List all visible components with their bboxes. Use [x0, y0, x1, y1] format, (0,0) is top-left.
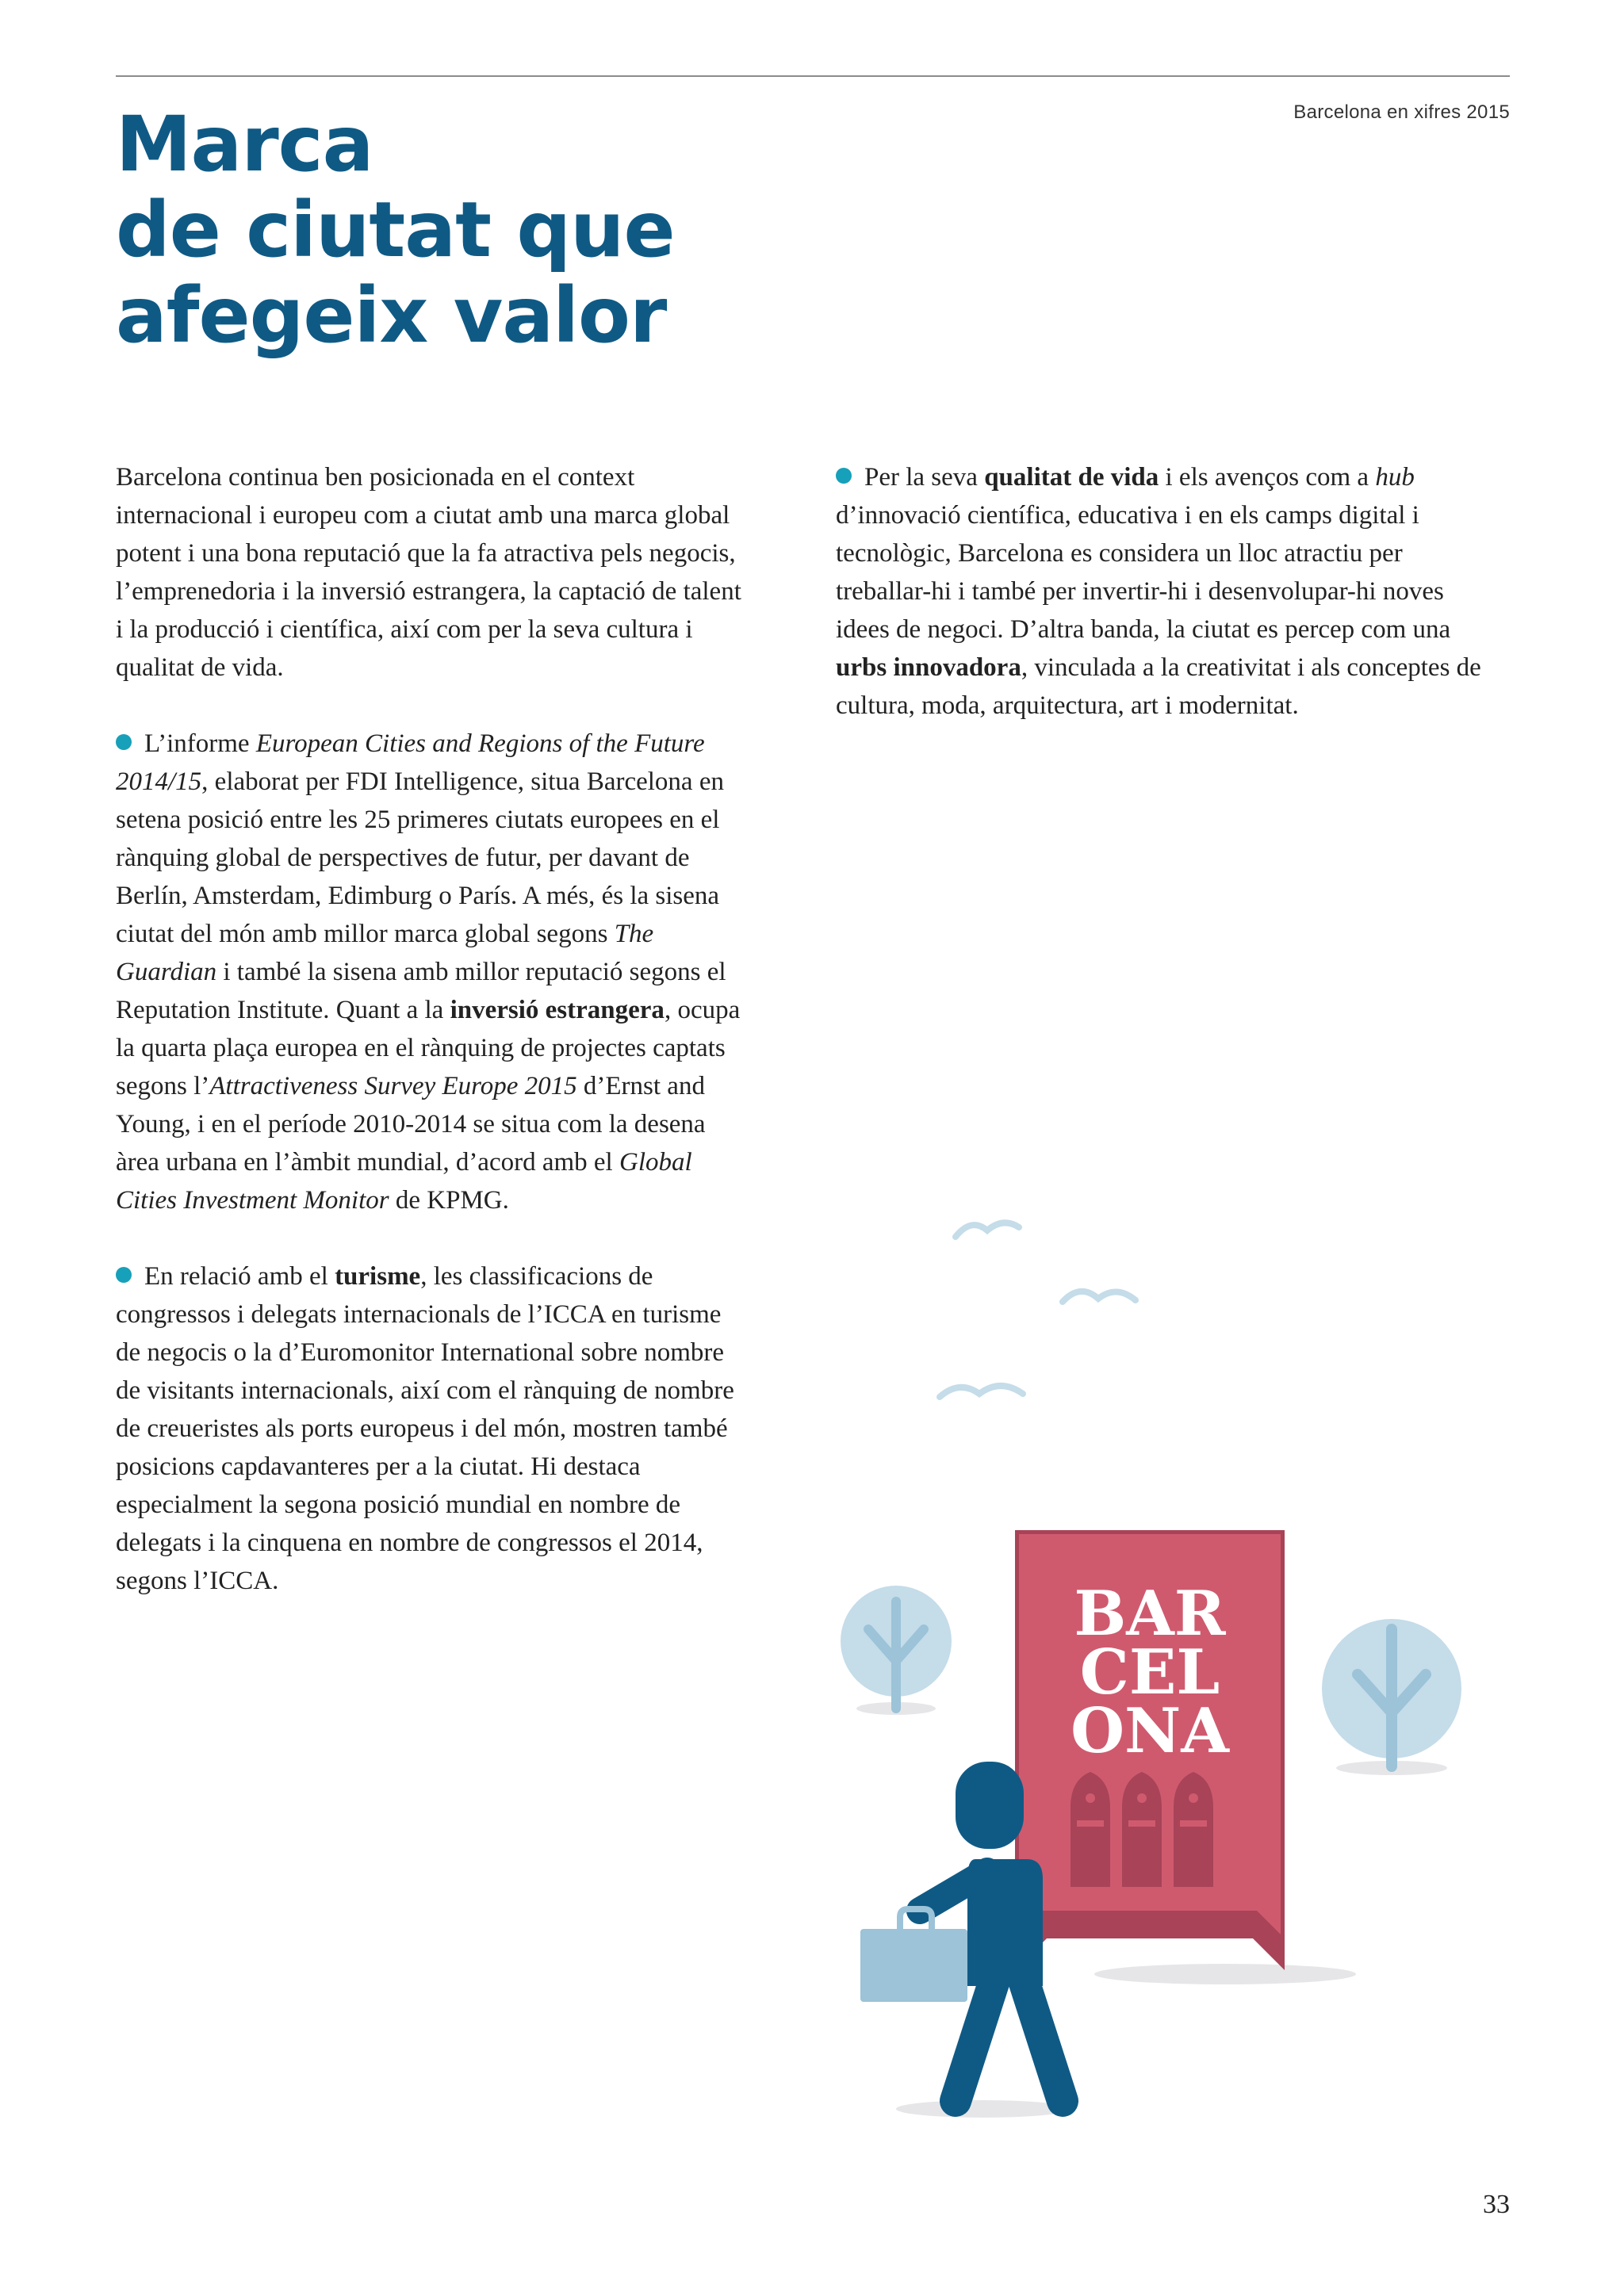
briefcase-icon: [860, 1909, 967, 2002]
keyword-quality-of-life: qualitat de vida: [984, 463, 1159, 492]
text-run: i també la sisena amb millor reputació segons el Reputation Institute. Quant a la: [116, 958, 726, 1024]
top-rule: [116, 75, 1510, 77]
title-line-1: Marca: [116, 100, 373, 189]
sign-text-line-2: CEL: [1079, 1636, 1220, 1709]
report-title: European Cities and Regions of the Future 2014/15: [116, 729, 705, 796]
sign-text-line-1: BAR: [1074, 1578, 1226, 1650]
page-number: 33: [1483, 2190, 1510, 2219]
bird-icon: [956, 1223, 1019, 1237]
hub-term: hub: [1375, 463, 1415, 492]
barcelona-sign: [1015, 1530, 1285, 1970]
running-head: Barcelona en xifres 2015: [1293, 101, 1510, 123]
page-title: [116, 101, 988, 358]
sign-text-line-3: ONA: [1071, 1695, 1229, 1767]
sign-shadow: [1094, 1964, 1356, 1984]
figure-shadow: [896, 2100, 1071, 2118]
bullet-dot-icon: [836, 468, 852, 484]
paragraph-quality-of-life: [836, 458, 1486, 725]
text-run: , ocupa la quarta plaça europea en el rànquing de projectes captats segons l’: [116, 996, 741, 1100]
keyword-innovative-city: urbs innovadora: [836, 653, 1021, 682]
text-run: d’innovació científica, educativa i en els camps digital i tecnològic, Barcelona es considera un lloc atractiu per treballar-hi i també per invertir-hi i desenvolupar-hi noves idees de negoci. D’altra banda, la ciutat es percep com una: [836, 501, 1451, 644]
paragraph-rankings: [116, 725, 750, 1219]
sagrada-familia-icon: [1071, 1772, 1213, 1887]
barcelona-illustration: [825, 1189, 1507, 2156]
text-run: L’informe: [144, 729, 256, 758]
paragraph-tourism: [116, 1257, 750, 1600]
bullet-dot-icon: [116, 1267, 132, 1283]
text-run: En relació amb el: [144, 1262, 335, 1291]
bullet-dot-icon: [116, 734, 132, 750]
text-run: , vinculada a la creativitat i als conceptes de cultura, moda, arquitectura, art i modernitat.: [836, 653, 1481, 720]
title-line-2: de ciutat que: [116, 186, 675, 274]
right-column: [836, 458, 1486, 763]
text-run: d’Ernst and Young, i en el període 2010-2014 se situa com la desena àrea urbana en l’àmbit mundial, d’acord amb el: [116, 1072, 706, 1177]
monitor-title: Global Cities Investment Monitor: [116, 1148, 692, 1215]
keyword-tourism: turisme: [335, 1262, 421, 1291]
tree-icon: [1322, 1619, 1461, 1766]
left-column: [116, 458, 750, 1638]
keyword-investment: inversió estrangera: [450, 996, 665, 1024]
intro-paragraph: Barcelona continua ben posicionada en el context internacional i europeu com a ciutat amb una marca global potent i una bona reputació que la fa atractiva pels negocis, l’emprenedoria i la inversió estrangera, la captació de talent i la producció i científica, així com per la seva cultura i qualitat de vida.: [116, 463, 741, 682]
publication-name: The Guardian: [116, 920, 654, 986]
bird-icon: [1063, 1292, 1136, 1302]
bird-icon: [940, 1386, 1023, 1397]
text-run: Per la seva: [864, 463, 985, 492]
text-run: i els avenços com a: [1159, 463, 1376, 492]
tree-icon: [841, 1586, 952, 1709]
title-line-3: afegeix valor: [116, 271, 667, 360]
text-run: , les classificacions de congressos i delegats internacionals de l’ICCA en turisme de negocis o la d’Euromonitor International sobre nombre de visitants internacionals, així com el rànquing de nombre de creueristes als ports europeus i del món, mostren també posicions capdavanteres per a la ciutat. Hi destaca especialment la segona posició mundial en nombre de delegats i la cinquena en nombre de congressos el 2014, segons l’ICCA.: [116, 1262, 734, 1595]
text-run: , elaborat per FDI Intelligence, situa Barcelona en setena posició entre les 25 primeres ciutats europees en el rànquing global de perspectives de futur, per davant de Berlín, Amsterdam, Edimburg o París. A més, és la sisena ciutat del món amb millor marca global segons: [116, 767, 724, 948]
text-run: de KPMG.: [389, 1186, 509, 1215]
survey-title: Attractiveness Survey Europe 2015: [209, 1072, 577, 1100]
